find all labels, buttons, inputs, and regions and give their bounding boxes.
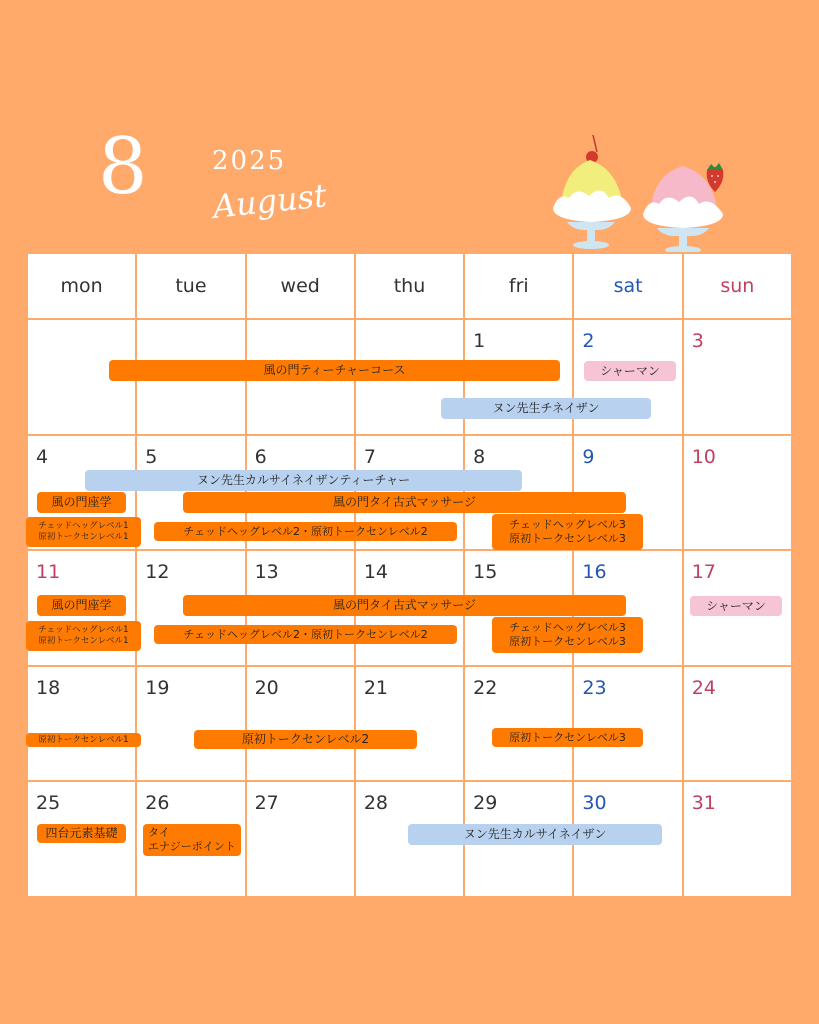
day-cell — [137, 667, 244, 781]
event-kaze-thai-massage[interactable]: 風の門タイ古式マッサージ — [183, 595, 626, 616]
day-number: 17 — [691, 561, 716, 584]
event-shaman[interactable]: シャーマン — [584, 361, 676, 381]
day-cell — [684, 436, 791, 550]
shaved-ice-pink-icon — [643, 163, 723, 254]
day-cell — [356, 667, 463, 781]
month-name: August — [211, 176, 329, 226]
shaved-ice-illustration — [545, 130, 745, 255]
day-number: 1 — [473, 330, 486, 352]
day-number: 14 — [363, 561, 389, 584]
day-cell — [247, 667, 354, 781]
weekday-header-sat: sat — [574, 254, 681, 318]
day-cell — [684, 320, 791, 434]
event-level3[interactable]: 原初トークセンレベル3 — [492, 728, 643, 747]
weekday-header-wed: wed — [247, 254, 354, 318]
event-level1[interactable] — [26, 621, 141, 651]
event-kaze-teacher-course[interactable]: 風の門ティーチャーコース — [109, 360, 560, 381]
event-shidai-genso[interactable]: 四台元素基礎 — [37, 824, 126, 843]
day-number: 16 — [582, 561, 607, 584]
event-tai-energy-point[interactable] — [143, 824, 241, 856]
day-cell — [465, 667, 572, 781]
day-number: 4 — [36, 445, 49, 468]
event-level3[interactable] — [492, 617, 643, 653]
year-label: 2025 — [212, 146, 287, 176]
event-shaman[interactable]: シャーマン — [690, 596, 782, 616]
event-kaze-zagaku[interactable]: 風の門座学 — [37, 595, 126, 616]
day-number: 6 — [254, 445, 267, 468]
day-number: 8 — [473, 445, 486, 468]
event-line: タイ — [148, 826, 170, 840]
day-number: 23 — [582, 676, 607, 699]
day-number: 30 — [582, 792, 607, 815]
day-cell — [247, 782, 354, 896]
day-number: 3 — [691, 330, 704, 352]
day-number: 22 — [473, 676, 498, 699]
event-line: チェッドヘッグレベル3 — [509, 518, 626, 532]
day-cell — [684, 782, 791, 896]
event-level1[interactable]: 原初トークセンレベル1 — [26, 733, 141, 747]
event-level2[interactable]: 原初トークセンレベル2 — [194, 730, 417, 749]
day-number: 10 — [691, 445, 716, 468]
month-number: 8 — [98, 122, 148, 212]
day-cell — [574, 667, 681, 781]
day-number: 28 — [363, 792, 389, 815]
day-number: 2 — [582, 330, 595, 352]
day-number: 7 — [363, 445, 376, 468]
event-line: 原初トークセンレベル1 — [38, 532, 129, 542]
event-line: チェッドヘッグレベル1 — [38, 625, 129, 636]
weekday-header-thu: thu — [356, 254, 463, 318]
day-number: 19 — [145, 676, 170, 699]
event-level2[interactable]: チェッドヘッグレベル2・原初トークセンレベル2 — [154, 522, 457, 541]
day-number: 21 — [363, 676, 389, 699]
event-line: 原初トークセンレベル3 — [509, 532, 626, 545]
event-line: 原初トークセンレベル3 — [509, 635, 626, 648]
day-number: 18 — [36, 676, 61, 699]
day-number: 11 — [36, 561, 61, 584]
event-line: 原初トークセンレベル1 — [38, 636, 129, 646]
day-number: 27 — [254, 792, 279, 815]
day-number: 24 — [691, 676, 716, 699]
day-number: 29 — [473, 792, 498, 815]
weekday-header-sun: sun — [684, 254, 791, 318]
event-line: チェッドヘッグレベル1 — [38, 521, 129, 532]
day-number: 9 — [582, 445, 595, 468]
weekday-header-mon: mon — [28, 254, 135, 318]
weekday-header-tue: tue — [137, 254, 244, 318]
day-number: 20 — [254, 676, 279, 699]
weekday-header-fri: fri — [465, 254, 572, 318]
day-number: 15 — [473, 561, 498, 584]
calendar-grid — [26, 252, 793, 898]
event-line: チェッドヘッグレベル3 — [509, 621, 626, 635]
event-level2[interactable]: チェッドヘッグレベル2・原初トークセンレベル2 — [154, 625, 457, 644]
shaved-ice-yellow-icon — [553, 135, 631, 249]
event-nun-chineizan[interactable]: ヌン先生チネイザン — [441, 398, 651, 419]
day-cell — [28, 667, 135, 781]
event-nun-karsai[interactable]: ヌン先生カルサイネイザン — [408, 824, 662, 845]
day-cell — [684, 667, 791, 781]
day-number: 12 — [145, 561, 170, 584]
event-level1[interactable] — [26, 517, 141, 547]
event-kaze-thai-massage[interactable]: 風の門タイ古式マッサージ — [183, 492, 626, 513]
event-kaze-zagaku[interactable]: 風の門座学 — [37, 492, 126, 513]
day-number: 31 — [691, 792, 716, 815]
event-level3[interactable] — [492, 514, 643, 550]
day-number: 25 — [36, 792, 61, 815]
event-nun-karsai-teacher[interactable]: ヌン先生カルサイネイザンティーチャー — [85, 470, 522, 491]
event-line: エナジーポイント — [148, 840, 236, 853]
day-number: 13 — [254, 561, 279, 584]
day-number: 26 — [145, 792, 170, 815]
day-number: 5 — [145, 445, 158, 468]
